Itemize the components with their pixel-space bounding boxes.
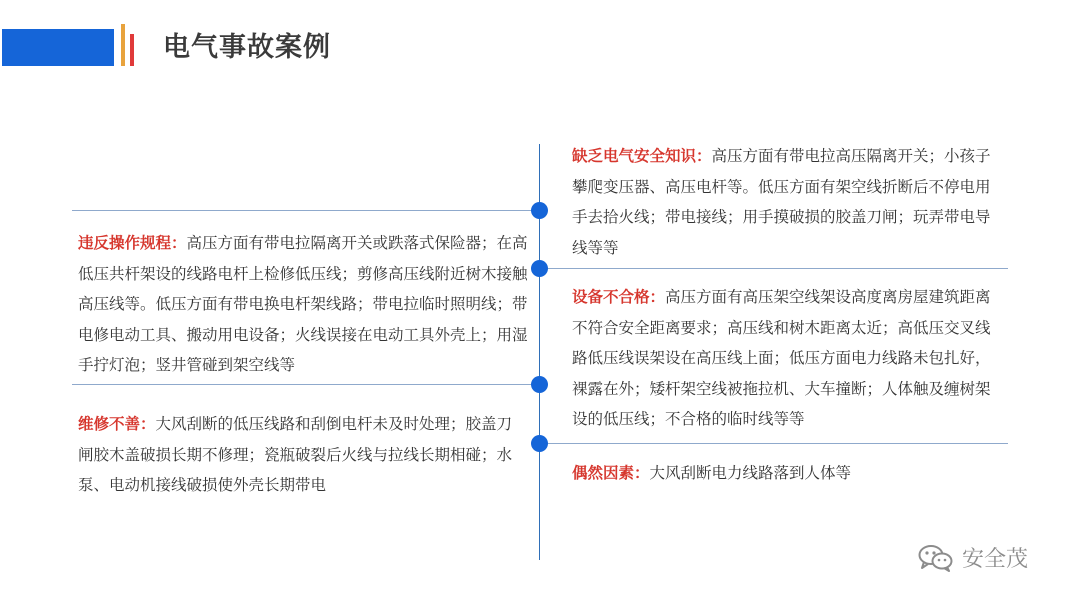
- timeline-dot-4: [531, 435, 548, 452]
- section-equipment-text: 高压方面有高压架空线架设高度离房屋建筑距离不符合安全距离要求；高压线和树木距离太近；高低压交叉线路低压线误架设在高压线上面；低压方面电力线路未包扎好，裸露在外；矮杆架空线被拖拉机、大车撞断；人体触及缠树架设的低压线；不合格的临时线等等: [572, 288, 991, 429]
- section-violation-heading: 违反操作规程：: [78, 234, 187, 252]
- timeline-dot-1: [531, 202, 548, 219]
- separator-left-middle: [72, 384, 540, 385]
- separator-right-bottom: [539, 443, 1008, 444]
- section-maintenance-heading: 维修不善：: [78, 415, 156, 433]
- section-equipment: [572, 282, 1004, 435]
- page-title: 电气事故案例: [163, 32, 331, 63]
- watermark-text: 安全茂: [962, 547, 1029, 572]
- section-knowledge-text: 高压方面有带电拉高压隔离开关；小孩子攀爬变压器、高压电杆等。低压方面有架空线折断后不停电用手去拾火线；带电接线；用手摸破损的胶盖刀闸；玩弄带电导线等等: [572, 147, 991, 257]
- section-accident: [572, 458, 1002, 489]
- watermark: [918, 546, 1028, 574]
- header-accent-orange: [121, 24, 125, 66]
- wechat-icon: [918, 544, 954, 576]
- section-violation: [78, 228, 538, 381]
- separator-right-top: [539, 268, 1008, 269]
- section-maintenance-text: 大风刮断的低压线路和刮倒电杆未及时处理；胶盖刀闸胶木盖破损长期不修理；瓷瓶破裂后火线与拉线长期相碰；水泵、电动机接线破损使外壳长期带电: [78, 415, 513, 495]
- header-accent-red: [130, 34, 134, 66]
- section-maintenance: [78, 409, 526, 501]
- section-violation-text: 高压方面有带电拉隔离开关或跌落式保险器；在高低压共杆架设的线路电杆上检修低压线；剪修高压线附近树木接触高压线等。低压方面有带电换电杆架线路；带电拉临时照明线；带电修电动工具、搬动用电设备；火线误接在电动工具外壳上；用湿手拧灯泡；竖井管碰到架空线等: [78, 234, 528, 375]
- separator-left-top: [72, 210, 540, 211]
- section-equipment-heading: 设备不合格：: [572, 288, 666, 306]
- section-knowledge: [572, 141, 1000, 263]
- section-accident-text: 大风刮断电力线路落到人体等: [649, 464, 852, 482]
- header-bar: [2, 29, 114, 66]
- section-accident-heading: 偶然因素：: [572, 464, 650, 482]
- section-knowledge-heading: 缺乏电气安全知识：: [572, 147, 712, 165]
